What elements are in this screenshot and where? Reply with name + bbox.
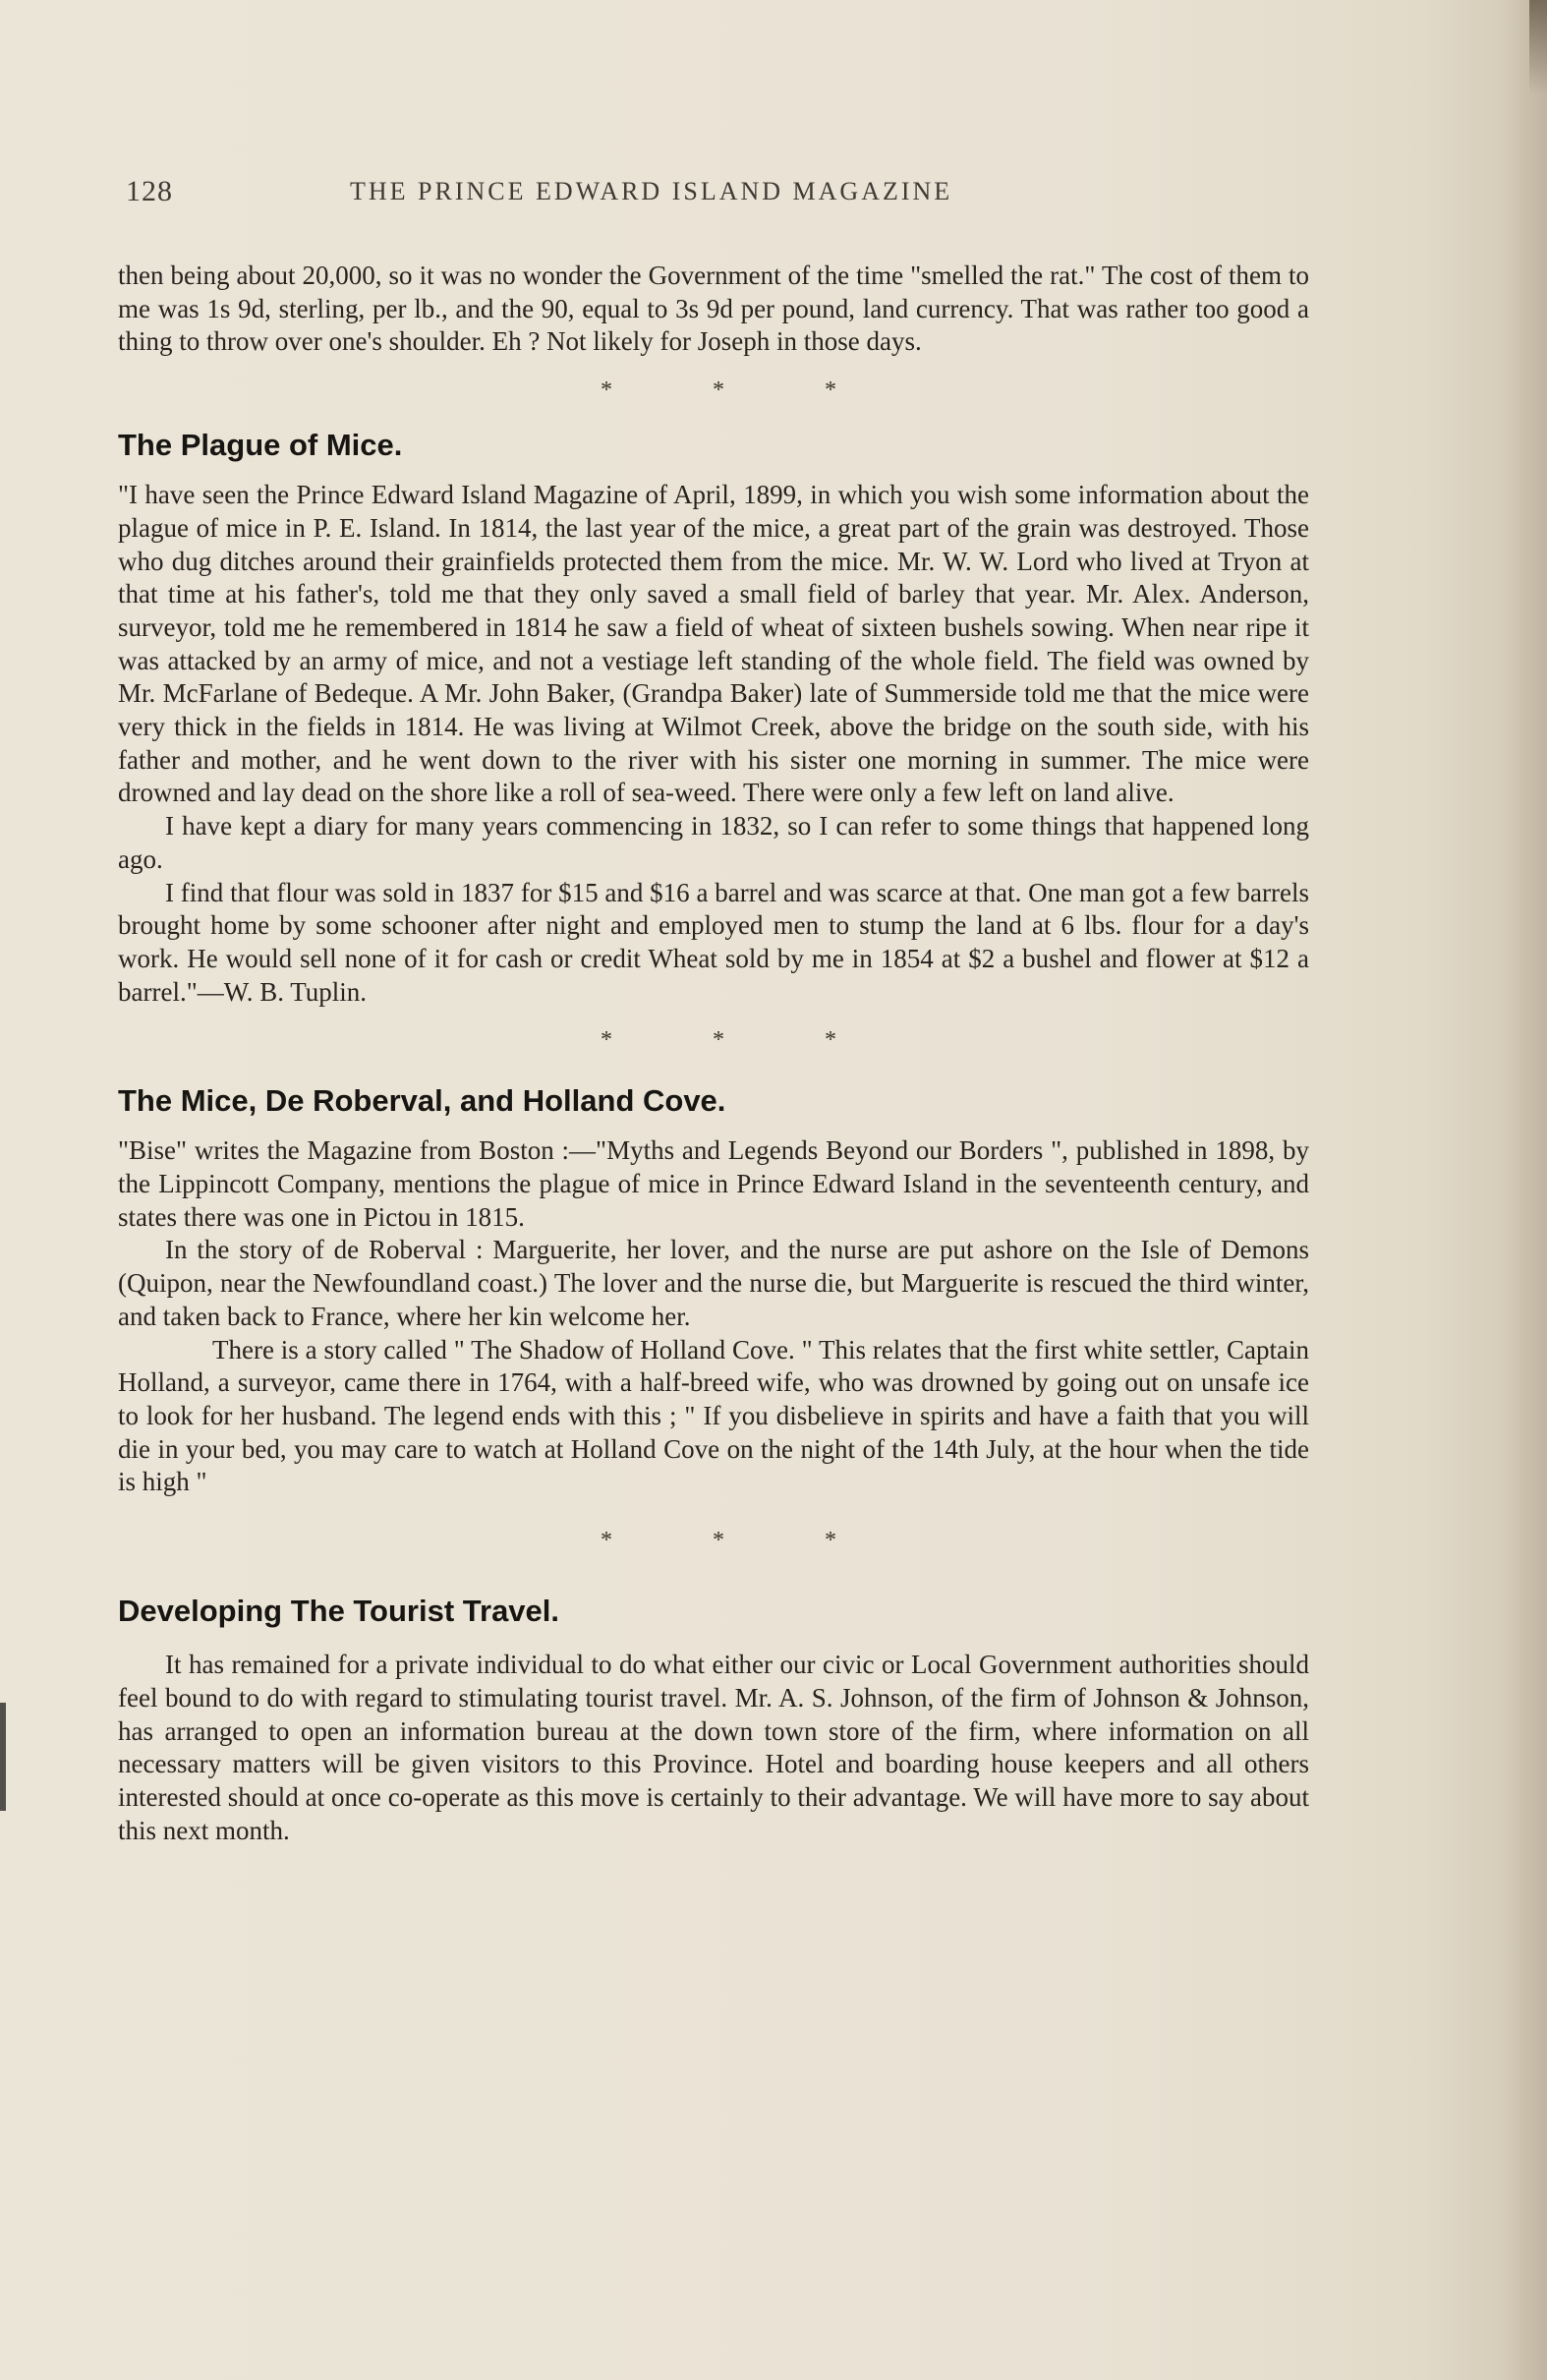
- separator-star-icon: *: [601, 1027, 612, 1054]
- section-separator: [601, 378, 836, 402]
- page-header: [126, 171, 1118, 214]
- separator-star-icon: *: [713, 1528, 724, 1554]
- article-heading: Developing The Tourist Travel.: [118, 1594, 560, 1629]
- article-paragraph: "I have seen the Prince Edward Island Magazine of April, 1899, in which you wish some information about the plague of mice in P. E. Island. In 1814, the last year of the mice, a great part of the grain was destroyed. Those who dug ditches around their grainfields protected them from the mice. Mr. W. W. Lord who lived at Tryon at that time at his father's, told me that they only saved a small field of barley that year. Mr. Alex. Anderson, surveyor, told me he remembered in 1814 he saw a field of wheat of sixteen bushels sowing. When near ripe it was attacked by an army of mice, and not a vestiage left standing of the whole field. The field was owned by Mr. McFarlane of Bedeque. A Mr. John Baker, (Grandpa Baker) late of Summerside told me that the mice were very thick in the fields in 1814. He was living at Wilmot Creek, above the bridge on the south side, with his father and mother, and he went down to the river with his sister one morning in summer. The mice were drowned and lay dead on the shore like a roll of sea-weed. There were only a few left on land alive.: [118, 480, 1309, 808]
- article-paragraph: "Bise" writes the Magazine from Boston :—"Myths and Legends Beyond our Borders ", published in 1898, by the Lippincott Company, mentions the plague of mice in Prince Edward Island in the seventeenth century, and states there was one in Pictou in 1815.: [118, 1135, 1309, 1232]
- separator-star-icon: *: [825, 1528, 836, 1554]
- article-heading: The Mice, De Roberval, and Holland Cove.: [118, 1083, 726, 1119]
- section-separator: [601, 1529, 836, 1552]
- separator-star-icon: *: [825, 377, 836, 404]
- section-separator: [601, 1028, 836, 1052]
- left-edge-blot: [0, 1703, 6, 1811]
- article-paragraph: It has remained for a private individual to do what either our civic or Local Government authorities should feel bound to do with regard to stimulating tourist travel. Mr. A. S. Johnson, of the firm of Johnson & Johnson, has arranged to open an information bureau at the down town store of the firm, where information on all necessary matters will be given visitors to this Province. Hotel and boarding house keepers and all others interested should at once co-operate as this move is certainly to their advantage. We will have more to say about this next month.: [118, 1650, 1309, 1845]
- article-paragraph: I have kept a diary for many years commencing in 1832, so I can refer to some things that happened long ago.: [118, 811, 1309, 874]
- page-content: [118, 260, 1309, 1847]
- separator-star-icon: *: [825, 1027, 836, 1054]
- page-edge-mark: [1529, 0, 1547, 94]
- page-number: 128: [126, 175, 173, 207]
- separator-star-icon: *: [713, 377, 724, 404]
- article-paragraph: I find that flour was sold in 1837 for $15 and $16 a barrel and was scarce at that. One man got a few barrels brought home by some schooner after night and employed men to stump the land at 6 lbs. flour for a day's work. He would sell none of it for cash or credit Wheat sold by me in 1854 at $2 a bushel and flower at $12 a barrel."—W. B. Tuplin.: [118, 877, 1309, 1007]
- running-title: THE PRINCE EDWARD ISLAND MAGAZINE: [350, 177, 953, 205]
- article-paragraph: There is a story called " The Shadow of Holland Cove. " This relates that the first white settler, Captain Holland, a surveyor, came there in 1764, with a half-breed wife, who was drowned by going out on unsafe ice to look for her husband. The legend ends with this ; " If you disbelieve in spirits and have a faith that you will die in your bed, you may care to watch at Holland Cove on the night of the 14th July, at the hour when the tide is high ": [118, 1334, 1309, 1497]
- article-paragraph: In the story of de Roberval : Marguerite, her lover, and the nurse are put ashore on the Isle of Demons (Quipon, near the Newfoundland coast.) The lover and the nurse die, but Marguerite is rescued the third winter, and taken back to France, where her kin welcome her.: [118, 1235, 1309, 1331]
- separator-star-icon: *: [713, 1027, 724, 1054]
- intro-paragraph: then being about 20,000, so it was no wonder the Government of the time "smelled the rat." The cost of them to me was 1s 9d, sterling, per lb., and the 90, equal to 3s 9d per pound, land currency. That was rather too good a thing to throw over one's shoulder. Eh ? Not likely for Joseph in those days.: [118, 261, 1309, 357]
- separator-star-icon: *: [601, 377, 612, 404]
- article-heading: The Plague of Mice.: [118, 428, 403, 463]
- separator-star-icon: *: [601, 1528, 612, 1554]
